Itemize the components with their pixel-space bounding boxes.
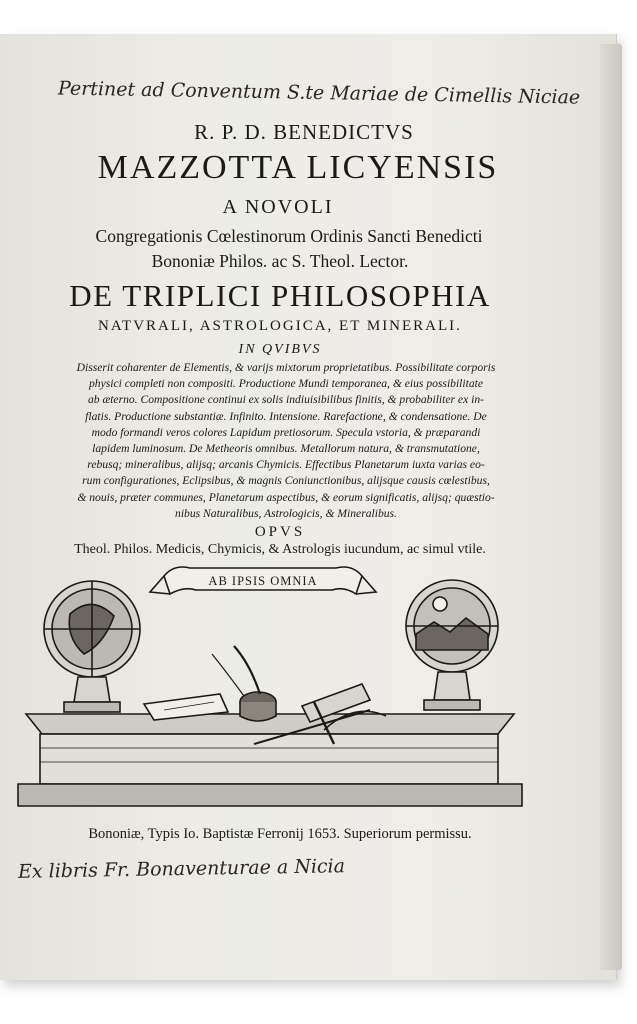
description-line: rum configurationes, Eclipsibus, & magnis Coniunctionibus, alijsque causis cœlestibus, (82, 474, 490, 488)
author-name: MAZZOTTA LICYENSIS (97, 149, 499, 186)
book-subtitle: NATVRALI, ASTROLOGICA, ET MINERALI. (98, 318, 462, 334)
description-line: lapidem luminosum. De Metheoris omnibus. Metallorum natura, & transmutatione, (92, 442, 480, 456)
description-line: Disserit coharenter de Elementis, & varijs mixtorum proprietatibus. Possibilitate corporis (76, 361, 496, 374)
origin-line: A NOVOLI (222, 196, 334, 218)
woodcut-printer-device (14, 534, 534, 814)
opus-heading: OPVS (254, 524, 306, 540)
description-line: flatis. Productione substantiæ. Infinito. Intensione. Rarefactione, & condensatione. De (85, 409, 487, 423)
description-line: ab æterno. Compositione continui ex solis indiuisibilibus finitis, & probabiliter ex in- (87, 393, 484, 407)
author-line: R. P. D. BENEDICTVS (194, 120, 414, 144)
description-line: physici completi non compositi. Productione Mundi temporanea, & eius possibilitate (88, 377, 484, 391)
ownership-inscription: Pertinet ad Conventum S.te Mariae de Cimellis Niciae (57, 77, 581, 109)
description-line: modo formandi veros colores Lapidum pretiosorum. Specula vstoria, & præparandi (91, 425, 481, 439)
contents-description (36, 360, 536, 522)
book-title: DE TRIPLICI PHILOSOPHIA (69, 278, 491, 313)
description-line: nibus Naturalibus, Astrologicis, & Mineralibus. (175, 506, 397, 520)
ex-libris-inscription: Ex libris Fr. Bonaventurae a Nicia (17, 855, 346, 883)
audience-line: Theol. Philos. Medicis, Chymicis, & Astrologis iucundum, ac simul vtile. (74, 542, 486, 557)
in-quibus-heading: IN QVIBVS (238, 342, 322, 357)
lector-line: Bononiæ Philos. ac S. Theol. Lector. (151, 251, 409, 271)
description-line: rebusq; mineralibus, alijsq; arcanis Chymicis. Effectibus Planetarum iuxta varias eo- (87, 458, 485, 472)
banner-motto: AB IPSIS OMNIA (208, 574, 318, 588)
congregation-line: Congregationis Cœlestinorum Ordinis Sancti Benedicti (95, 226, 483, 246)
imprint-line: Bononiæ, Typis Io. Baptistæ Ferronij 1653. Superiorum permissu. (88, 826, 472, 842)
description-line: & nouis, præter communes, Planetarum aspectibus, & eorum significatis, alijsq; quæstio- (77, 490, 495, 504)
